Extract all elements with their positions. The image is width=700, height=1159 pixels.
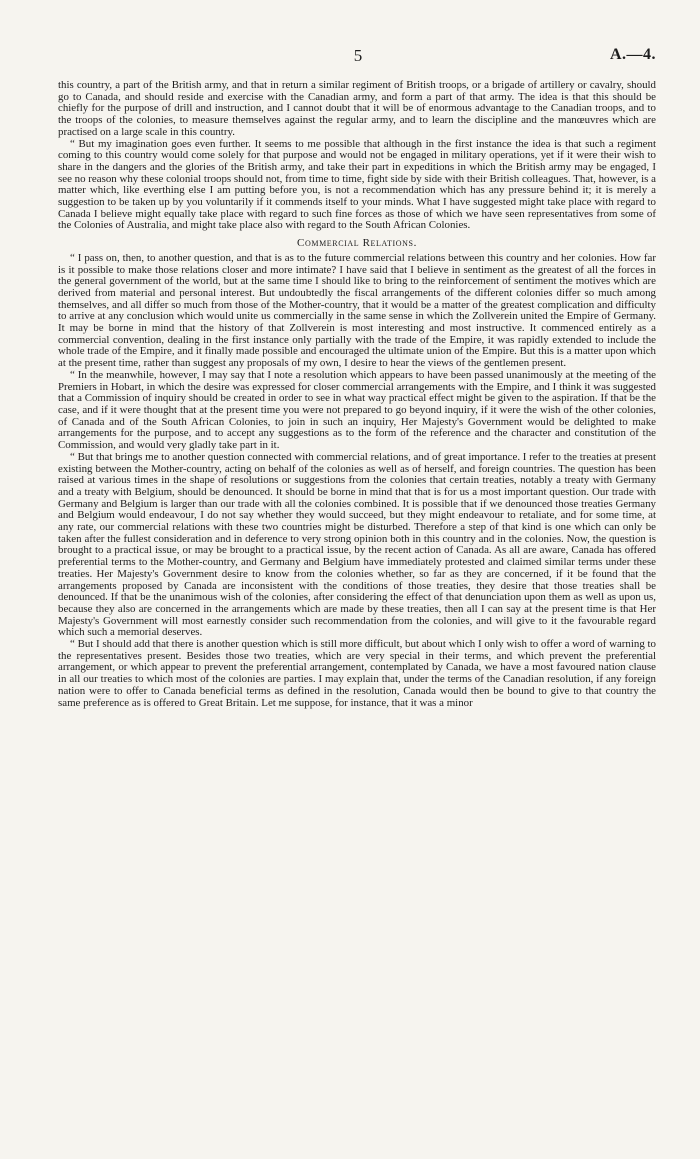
page-header xyxy=(58,46,656,68)
paragraph: “ But that brings me to another question connected with commercial relations, and of great importance. I refer to the treaties at present existing between the Mother-country, acting on behalf of the colonies as well as of herself, and foreign countries. The question has been raised at various times in the shape of resolutions or suggestions from the colonies that certain treaties, notably a treaty with Germany and a treaty with Belgium, should be denounced. It should be borne in mind that that is for us a most important question. Our trade with Germany and Belgium is larger than our trade with all the colonies combined. It is possible that if we denounced those treaties Germany and Belgium would endeavour, I do not say whether they would succeed, but they might endeavour to retaliate, and for some time, at any rate, our commercial relations with these two countries might be disturbed. Therefore a step of that kind is one which can only be taken after the fullest consideration and in deference to very strong opinion both in this country and in the colonies. Now, the question is brought to a practical issue, or may be brought to a practical issue, by the recent action of Canada. As all are aware, Canada has offered preferential terms to the Mother-country, and Germany and Belgium have immediately protested and claimed similar terms under these treaties. Her Majesty's Government desire to know from the colonies whether, so far as they are concerned, if it be found that the arrangements proposed by Canada are inconsistent with the conditions of those treaties, they desire that those treaties shall be denounced. If that be the unanimous wish of the colonies, after considering the effect of that denunciation upon them as well as upon us, because they also are concerned in the arrangements which are made by these treaties, then all I can say at the present time is that Her Majesty's Government will most earnestly consider such recommendation from the colonies, and will give to it the favourable regard which such a memorial deserves. xyxy=(58,450,656,639)
body-text xyxy=(58,80,656,709)
section-heading: Commercial Relations. xyxy=(297,237,417,250)
document-reference: A.—4. xyxy=(609,46,656,63)
paragraph: “ In the meanwhile, however, I may say that I note a resolution which appears to have been passed unanimously at the meeting of the Premiers in Hobart, in which the desire was expressed for closer commercial arrangements with the Empire, and I think it was suggested that a Commission of inquiry should be created in order to see in what way practical effect might be given to the aspiration. If that be the case, and if it were thought that at the present time you were not prepared to go beyond inquiry, if it were the wish of the other colonies, of Canada and of the South African Colonies, to join in such an inquiry, Her Majesty's Government would be delighted to make arrangements for the purpose, and to accept any suggestions as to the form of the reference and the character and constitution of the Commission, and would very gladly take part in it. xyxy=(58,368,656,452)
paragraph: “ But my imagination goes even further. It seems to me possible that although in the first instance the idea is that such a regiment coming to this country would come solely for that purpose and would not be engaged in military operations, yet if it were their wish to share in the dangers and the glories of the British army, and take their part in expeditions in which the British army may be engaged, I see no reason why these colonial troops should not, from time to time, fight side by side with their British colleagues. That, however, is a matter which, like everthing else I am putting before you, is not a recommendation which has any pressure behind it; it is merely a suggestion to be taken up by you voluntarily if it commends itself to your minds. What I have suggested might take place with regard to Canada I believe might equally take place with regard to such fine forces as those of which we have seen representatives from some of the Colonies of Australia, and might take place also with regard to the South African Colonies. xyxy=(58,137,656,232)
paragraph: “ I pass on, then, to another question, and that is as to the future commercial relations between this country and her colonies. How far is it possible to make those relations closer and more intimate? I have said that I believe in sentiment as the greatest of all the forces in the general government of the world, but at the same time I should like to bring to the reinforcement of sentiment the motives which are derived from material and personal interest. But undoubtedly the fiscal arrangements of the different colonies differ so much among themselves, and all differ so much from those of the Mother-country, that it would be a matter of the greatest complication and difficulty to arrive at any conclusion which would unite us commercially in the same sense in which the Zollverein united the Empire of Germany. It may be borne in mind that the history of that Zollverein is most interesting and most instructive. It commenced entirely as a commercial convention, dealing in the first instance only partially with the trade of the Empire, it was rapidly extended to include the whole trade of the Empire, and it finally made possible and encouraged the ultimate union of the Empire. But this is a matter upon which at the present time, rather than suggest any proposals of my own, I desire to hear the views of the gentlemen present. xyxy=(58,251,656,370)
paragraph: this country, a part of the British army, and that in return a similar regiment of British troops, or a brigade of artillery or cavalry, should go to Canada, and should reside and exercise with the Canadian army, and form a part of that army. The idea is that this should be chiefly for the purpose of drill and instruction, and I cannot doubt that it will be of enormous advantage to the Canadian troops, and to the troops of the colonies, to measure themselves against the regular army, and to learn the discipline and the manœuvres which are practised on a large scale in this country. xyxy=(58,79,656,138)
page-number: 5 xyxy=(353,46,363,65)
paragraph: “ But I should add that there is another question which is still more difficult, but about which I only wish to offer a word of warning to the representatives present. Besides those two treaties, which are very special in their terms, and which prevent the preferential arrangement, or which appear to prevent the preferential arrangement, contemplated by Canada, we have a most favoured nation clause in all our treaties to which most of the colonies are parties. I may explain that, under the terms of the Canadian resolution, if any foreign nation were to offer to Canada beneficial terms as defined in the resolution, Canada would then be bound to give to that country the same preference as is offered to Great Britain. Let me suppose, for instance, that it was a minor xyxy=(58,638,656,709)
